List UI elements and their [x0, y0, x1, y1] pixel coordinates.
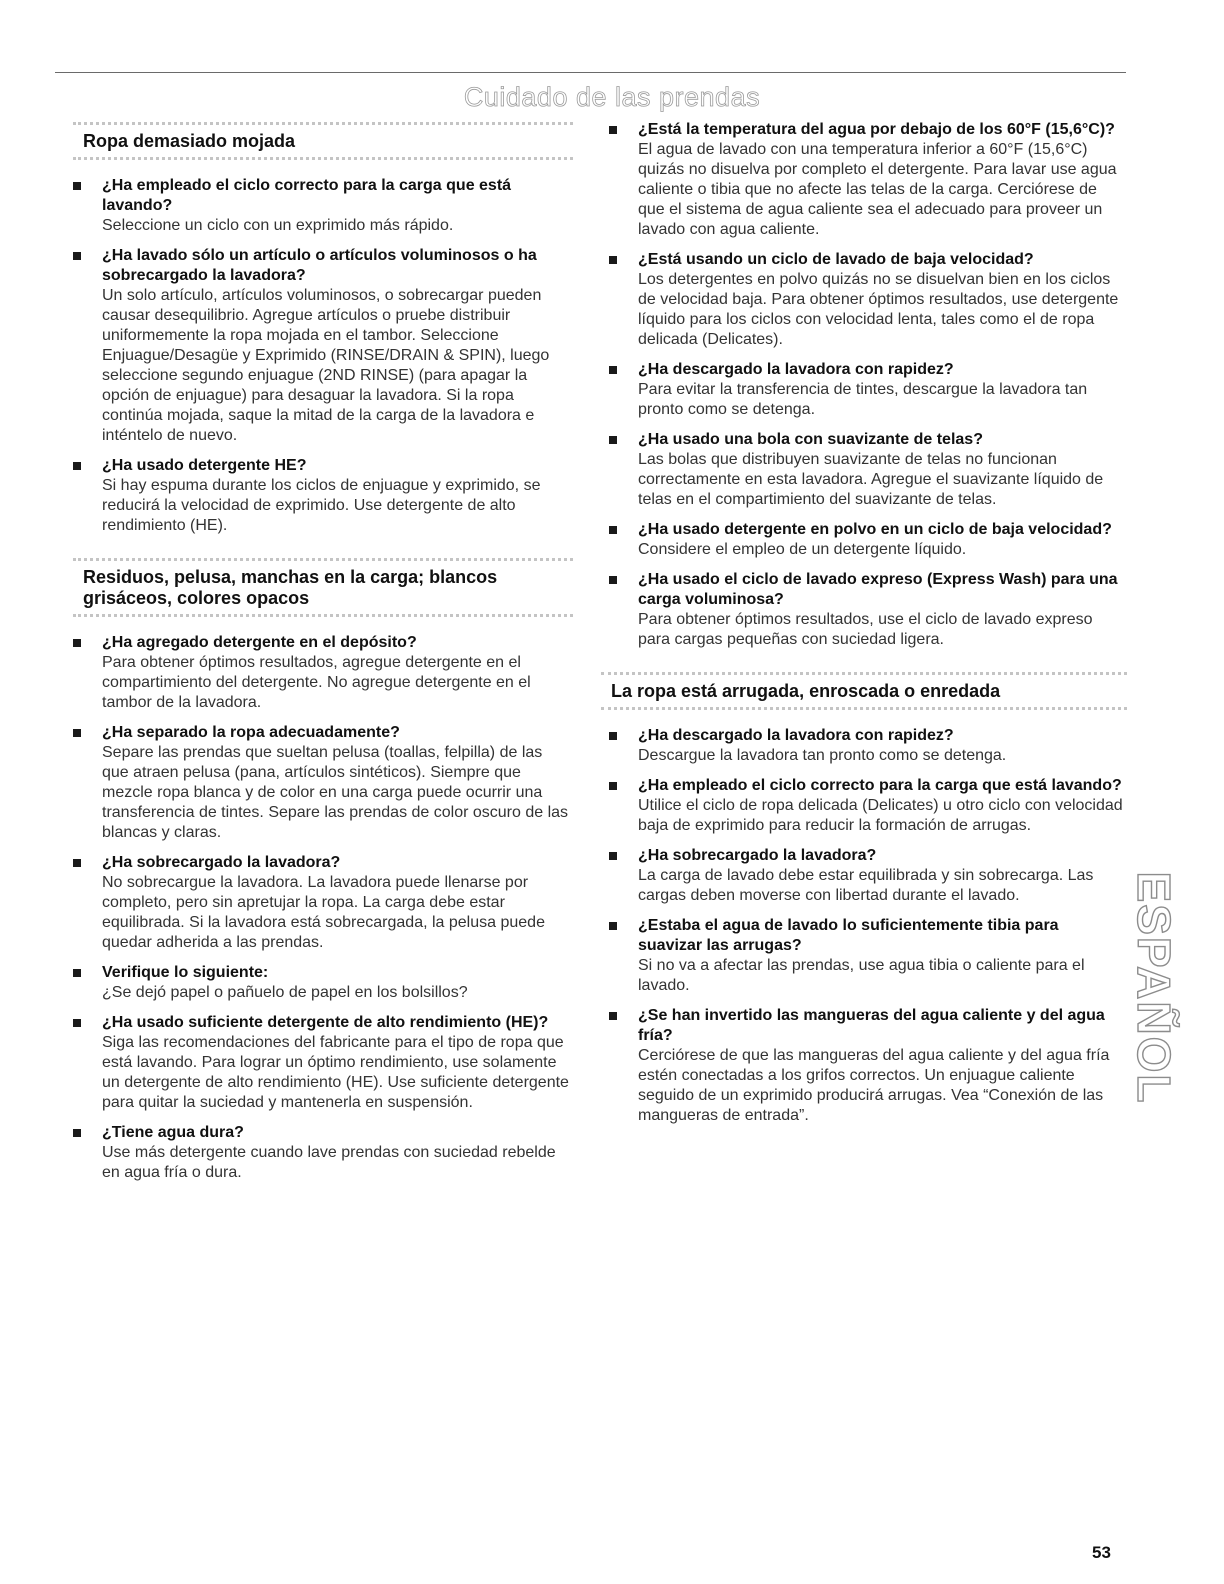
square-bullet-icon	[609, 526, 617, 534]
faq-answer: Si hay espuma durante los ciclos de enjuague y exprimido, se reducirá la velocidad de exprimido. Use detergente de alto rendimiento (HE).	[102, 477, 541, 534]
faq-answer: Siga las recomendaciones del fabricante para el tipo de ropa que está lavando. Para lograr un óptimo rendimiento, use solamente un detergente de alto rendimiento (HE). Use suficiente detergente para quitar la suciedad y mantenerla en suspensión.	[102, 1034, 569, 1111]
faq-list	[73, 176, 573, 536]
faq-answer: Use más detergente cuando lave prendas con suciedad rebelde en agua fría o dura.	[102, 1144, 556, 1181]
section-header	[73, 122, 573, 160]
square-bullet-icon	[73, 182, 81, 190]
faq-item	[609, 120, 1127, 240]
faq-item	[73, 176, 573, 236]
faq-item	[73, 963, 573, 1003]
faq-answer: Para obtener óptimos resultados, agregue detergente en el compartimiento del detergente. No agregue detergente en el tambor de la lavadora.	[102, 654, 531, 711]
language-side-tab	[1128, 818, 1180, 1158]
square-bullet-icon	[73, 859, 81, 867]
faq-item	[609, 570, 1127, 650]
faq-question: ¿Se han invertido las mangueras del agua caliente y del agua fría?	[638, 1007, 1105, 1044]
faq-answer: Cerciórese de que las mangueras del agua caliente y del agua fría estén conectadas a los grifos correctos. Un enjuague caliente seguido de un exprimido producirá arrugas. Vea “Conexión de las mangueras de entrada”.	[638, 1047, 1110, 1124]
faq-question: ¿Ha descargado la lavadora con rapidez?	[638, 361, 954, 378]
section-title: Residuos, pelusa, manchas en la carga; blancos grisáceos, colores opacos	[83, 567, 498, 608]
faq-answer: Las bolas que distribuyen suavizante de telas no funcionan correctamente en esta lavadora. Agregue el suavizante líquido de telas en el compartimiento del suavizante de telas.	[638, 451, 1104, 508]
faq-question: ¿Ha usado detergente HE?	[102, 457, 307, 474]
faq-item	[609, 360, 1127, 420]
square-bullet-icon	[73, 639, 81, 647]
faq-question: ¿Ha empleado el ciclo correcto para la carga que está lavando?	[638, 777, 1122, 794]
faq-answer: Seleccione un ciclo con un exprimido más rápido.	[102, 217, 454, 234]
faq-item	[73, 853, 573, 953]
square-bullet-icon	[73, 969, 81, 977]
faq-answer: Para evitar la transferencia de tintes, descargue la lavadora tan pronto como se detenga.	[638, 381, 1088, 418]
language-label: ESPAÑOL	[1128, 871, 1180, 1105]
faq-item	[609, 1006, 1127, 1126]
square-bullet-icon	[73, 462, 81, 470]
top-rule	[55, 72, 1126, 73]
faq-item	[73, 456, 573, 536]
section-title: Ropa demasiado mojada	[83, 131, 296, 151]
faq-answer: Utilice el ciclo de ropa delicada (Delicates) u otro ciclo con velocidad baja de exprimido para reducir la formación de arrugas.	[638, 797, 1123, 834]
faq-item	[609, 520, 1127, 560]
faq-item	[609, 916, 1127, 996]
square-bullet-icon	[73, 1129, 81, 1137]
square-bullet-icon	[609, 436, 617, 444]
square-bullet-icon	[609, 852, 617, 860]
square-bullet-icon	[609, 256, 617, 264]
square-bullet-icon	[609, 782, 617, 790]
faq-question: ¿Ha separado la ropa adecuadamente?	[102, 724, 400, 741]
square-bullet-icon	[609, 126, 617, 134]
faq-answer: Descargue la lavadora tan pronto como se detenga.	[638, 747, 1007, 764]
faq-question: ¿Ha sobrecargado la lavadora?	[102, 854, 341, 871]
faq-item	[73, 633, 573, 713]
section-title: La ropa está arrugada, enroscada o enredada	[611, 681, 1001, 701]
faq-question: ¿Ha usado detergente en polvo en un ciclo de baja velocidad?	[638, 521, 1112, 538]
square-bullet-icon	[73, 729, 81, 737]
square-bullet-icon	[609, 922, 617, 930]
faq-item	[609, 846, 1127, 906]
faq-list	[609, 120, 1127, 650]
faq-answer: Los detergentes en polvo quizás no se disuelvan bien en los ciclos de velocidad baja. Para obtener óptimos resultados, use detergente líquido para los ciclos con velocidad lenta, tales como el de ropa delicada (Delicates).	[638, 271, 1119, 348]
faq-question: ¿Ha usado suficiente detergente de alto rendimiento (HE)?	[102, 1014, 549, 1031]
page-title: Cuidado de las prendas	[463, 82, 761, 112]
right-column	[609, 120, 1127, 1136]
faq-question: Verifique lo siguiente:	[102, 964, 269, 981]
faq-list	[73, 633, 573, 1183]
faq-answer: No sobrecargue la lavadora. La lavadora puede llenarse por completo, pero sin apretujar la ropa. La carga debe estar equilibrada. Si la lavadora está sobrecargada, la pelusa puede quedar adherida a las prendas.	[102, 874, 545, 951]
faq-question: ¿Ha agregado detergente en el depósito?	[102, 634, 417, 651]
square-bullet-icon	[609, 1012, 617, 1020]
faq-answer: La carga de lavado debe estar equilibrada y sin sobrecarga. Las cargas deben moverse con libertad durante el lavado.	[638, 867, 1094, 904]
faq-item	[609, 250, 1127, 350]
faq-answer: El agua de lavado con una temperatura inferior a 60°F (15,6°C) quizás no disuelva por completo el detergente. Para lavar use agua caliente o tibia que no afecte las telas de la carga. Cerciórese de que el sistema de agua caliente sea el adecuado para proveer un lavado con agua caliente.	[638, 141, 1117, 238]
faq-answer: Considere el empleo de un detergente líquido.	[638, 541, 967, 558]
faq-item	[609, 430, 1127, 510]
faq-item	[609, 776, 1127, 836]
faq-answer: Un solo artículo, artículos voluminosos, o sobrecargar pueden causar desequilibrio. Agregue artículos o pruebe distribuir uniformemente la ropa mojada en el tambor. Seleccione Enjuague/Desagüe y Exprimido (RINSE/DRAIN & SPIN), luego seleccione segundo enjuague (2ND RINSE) (para apagar la opción de enjuague) para desaguar la lavadora. Si la ropa continúa mojada, saque la mitad de la carga de la lavadora e inténtelo de nuevo.	[102, 287, 550, 444]
faq-question: ¿Tiene agua dura?	[102, 1124, 244, 1141]
faq-list	[609, 726, 1127, 1126]
left-column	[73, 122, 573, 1193]
faq-answer: Si no va a afectar las prendas, use agua tibia o caliente para el lavado.	[638, 957, 1085, 994]
section-header	[601, 672, 1127, 710]
section-header	[73, 558, 573, 617]
square-bullet-icon	[609, 366, 617, 374]
square-bullet-icon	[73, 252, 81, 260]
faq-question: ¿Estaba el agua de lavado lo suficientemente tibia para suavizar las arrugas?	[638, 917, 1059, 954]
faq-question: ¿Ha usado el ciclo de lavado expreso (Express Wash) para una carga voluminosa?	[638, 571, 1118, 608]
faq-item	[73, 723, 573, 843]
square-bullet-icon	[609, 732, 617, 740]
faq-item	[73, 246, 573, 446]
faq-item	[73, 1123, 573, 1183]
square-bullet-icon	[609, 576, 617, 584]
faq-question: ¿Está la temperatura del agua por debajo de los 60°F (15,6°C)?	[638, 121, 1115, 138]
faq-item	[73, 1013, 573, 1113]
faq-question: ¿Ha usado una bola con suavizante de telas?	[638, 431, 983, 448]
faq-question: ¿Ha lavado sólo un artículo o artículos voluminosos o ha sobrecargado la lavadora?	[102, 247, 537, 284]
faq-answer: Para obtener óptimos resultados, use el ciclo de lavado expreso para cargas pequeñas con suciedad ligera.	[638, 611, 1093, 648]
faq-question: ¿Ha sobrecargado la lavadora?	[638, 847, 877, 864]
faq-item	[609, 726, 1127, 766]
faq-question: ¿Ha descargado la lavadora con rapidez?	[638, 727, 954, 744]
faq-answer: Separe las prendas que sueltan pelusa (toallas, felpilla) de las que atraen pelusa (pana, artículos sintéticos). Siempre que mezcle ropa blanca y de color en una carga puede ocurrir una transferencia de tintes. Separe las prendas de color oscuro de las blancas y claras.	[102, 744, 569, 841]
square-bullet-icon	[73, 1019, 81, 1027]
faq-question: ¿Está usando un ciclo de lavado de baja velocidad?	[638, 251, 1034, 268]
faq-answer: ¿Se dejó papel o pañuelo de papel en los bolsillos?	[102, 984, 468, 1001]
page-number: 53	[1092, 1543, 1111, 1562]
faq-question: ¿Ha empleado el ciclo correcto para la carga que está lavando?	[102, 177, 512, 214]
